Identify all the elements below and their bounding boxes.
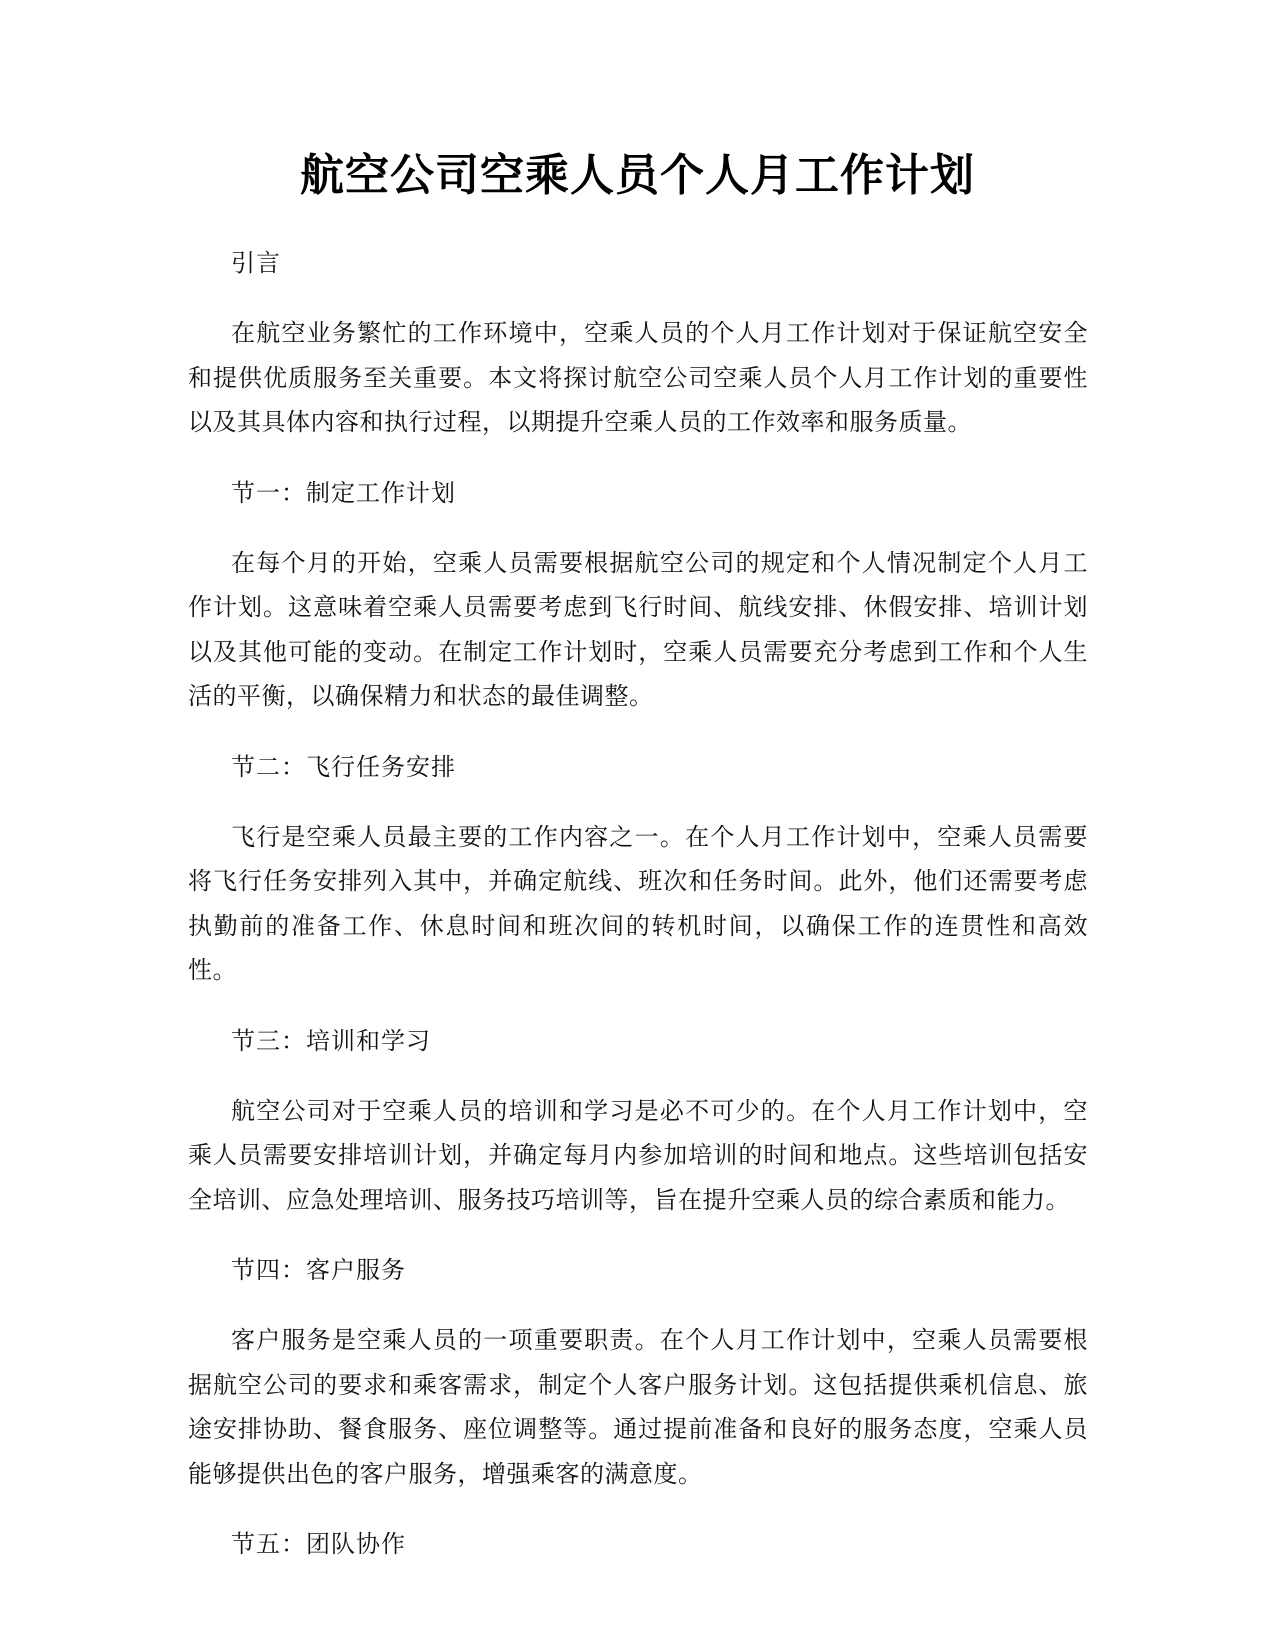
section-heading-3: 节三：培训和学习 (231, 1026, 431, 1055)
section-heading-5: 节五：团队协作 (231, 1530, 406, 1558)
section-paragraph-3: 航空公司对于空乘人员的培训和学习是必不可少的。在个人月工作计划中，空乘人员需要安排培训计划，并确定每月内参加培训的时间和地点。这些培训包括安全培训、应急处理培训、服务技巧培训等，旨在提升空乘人员的综合素质和能力。 (188, 1096, 1088, 1214)
document-body (188, 243, 1088, 1592)
section-paragraph-intro: 在航空业务繁忙的工作环境中，空乘人员的个人月工作计划对于保证航空安全和提供优质服务至关重要。本文将探讨航空公司空乘人员个人月工作计划的重要性以及其具体内容和执行过程，以期提升空乘人员的工作效率和服务质量。 (188, 319, 1088, 436)
section-paragraph-2: 飞行是空乘人员最主要的工作内容之一。在个人月工作计划中，空乘人员需要将飞行任务安排列入其中，并确定航线、班次和任务时间。此外，他们还需要考虑执勤前的准备工作、休息时间和班次间的转机时间，以确保工作的连贯性和高效性。 (188, 822, 1088, 984)
section-heading-2: 节二：飞行任务安排 (231, 752, 456, 781)
section-heading-4: 节四：客户服务 (231, 1256, 406, 1284)
section-heading-1: 节一：制定工作计划 (231, 478, 456, 507)
section-heading-intro: 引言 (231, 249, 281, 277)
section-paragraph-4: 客户服务是空乘人员的一项重要职责。在个人月工作计划中，空乘人员需要根据航空公司的要求和乘客需求，制定个人客户服务计划。这包括提供乘机信息、旅途安排协助、餐食服务、座位调整等。通过提前准备和良好的服务态度，空乘人员能够提供出色的客户服务，增强乘客的满意度。 (188, 1326, 1088, 1488)
section-paragraph-1: 在每个月的开始，空乘人员需要根据航空公司的规定和个人情况制定个人月工作计划。这意味着空乘人员需要考虑到飞行时间、航线安排、休假安排、培训计划以及其他可能的变动。在制定工作计划时，空乘人员需要充分考虑到工作和个人生活的平衡，以确保精力和状态的最佳调整。 (188, 548, 1088, 710)
document-title: 航空公司空乘人员个人月工作计划 (300, 150, 975, 201)
